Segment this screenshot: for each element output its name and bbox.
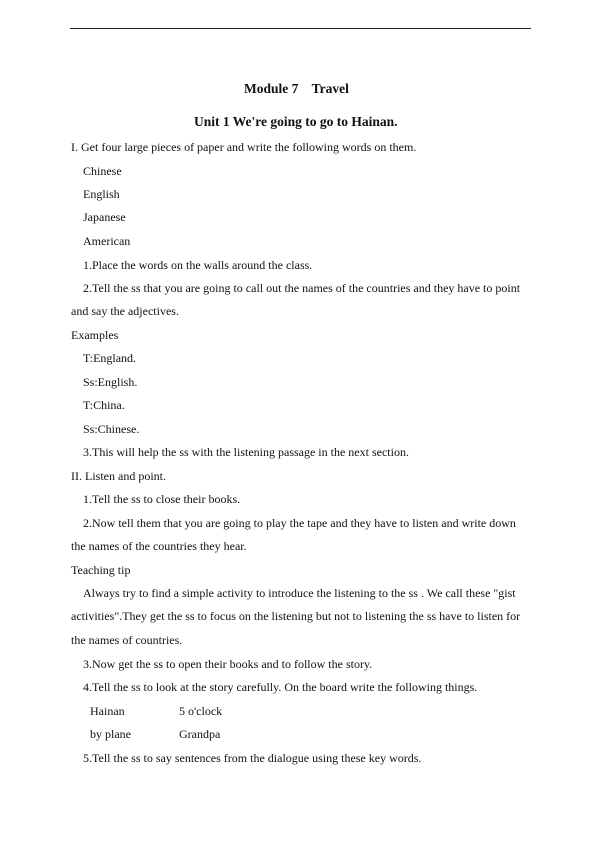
board-word: Hainan xyxy=(90,704,125,718)
board-word: 5 o'clock xyxy=(179,704,223,718)
header-rule xyxy=(70,28,531,29)
section2-heading: II. Listen and point. xyxy=(71,469,166,483)
word-item: American xyxy=(83,234,131,248)
unit-title: Unit 1 We're going to go to Hainan. xyxy=(194,114,398,129)
teaching-tip-label: Teaching tip xyxy=(71,563,131,577)
teaching-tip-line-2: activities".They get the ss to focus on the listening but not to listening the ss have to listen for xyxy=(71,609,521,623)
word-item: Chinese xyxy=(83,164,122,178)
examples-label: Examples xyxy=(71,328,119,342)
step-2-line-1: 2.Tell the ss that you are going to call out the names of the countries and they have to point xyxy=(83,281,521,295)
s2-step-4: 4.Tell the ss to look at the story carefully. On the board write the following things. xyxy=(83,680,478,694)
step-2-line-2: and say the adjectives. xyxy=(71,304,179,318)
example-line: T:England. xyxy=(83,351,137,365)
section1-heading: I. Get four large pieces of paper and write the following words on them. xyxy=(71,140,417,154)
board-word: by plane xyxy=(90,727,131,741)
word-item: English xyxy=(83,187,120,201)
s2-step-5: 5.Tell the ss to say sentences from the dialogue using these key words. xyxy=(83,751,422,765)
teaching-tip-line-3: the names of countries. xyxy=(71,633,183,647)
example-line: Ss:Chinese. xyxy=(83,422,140,436)
s2-step-2-line-2: the names of the countries they hear. xyxy=(71,539,247,553)
example-line: Ss:English. xyxy=(83,375,138,389)
s2-step-1: 1.Tell the ss to close their books. xyxy=(83,492,241,506)
teaching-tip-line-1: Always try to find a simple activity to introduce the listening to the ss . We call these "gist xyxy=(83,586,516,600)
word-item: Japanese xyxy=(83,210,126,224)
step-3: 3.This will help the ss with the listening passage in the next section. xyxy=(83,445,409,459)
step-1: 1.Place the words on the walls around the class. xyxy=(83,258,313,272)
example-line: T:China. xyxy=(83,398,125,412)
board-word: Grandpa xyxy=(179,727,221,741)
module-title: Module 7 Travel xyxy=(244,81,349,96)
s2-step-2-line-1: 2.Now tell them that you are going to play the tape and they have to listen and write down xyxy=(83,516,516,530)
s2-step-3: 3.Now get the ss to open their books and to follow the story. xyxy=(83,657,373,671)
